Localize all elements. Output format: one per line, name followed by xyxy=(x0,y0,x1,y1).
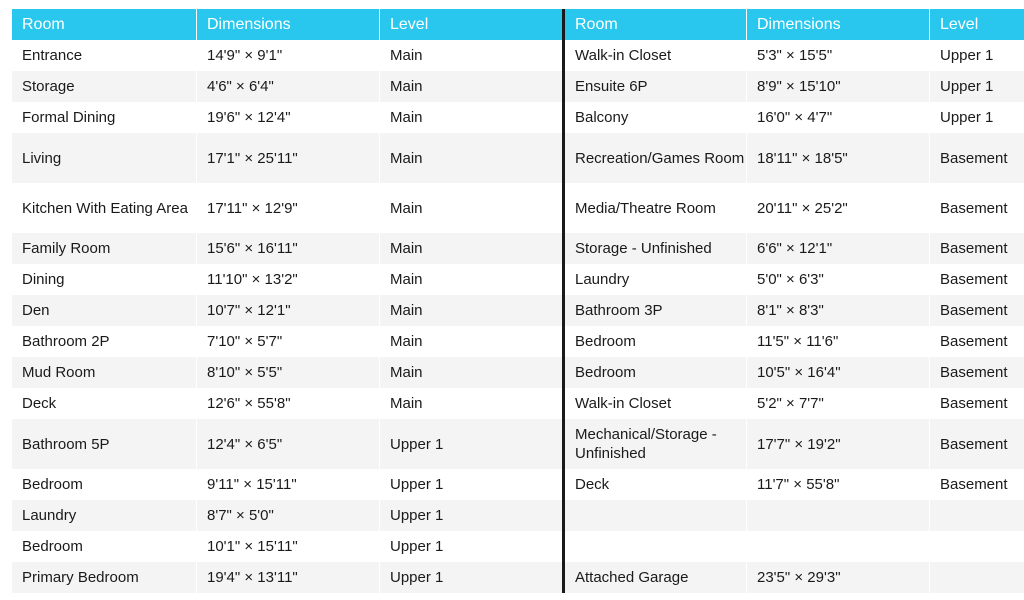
cell-dimensions-right: 23'5" × 29'3" xyxy=(746,562,929,593)
cell-level: Upper 1 xyxy=(379,500,562,531)
cell-dimensions: 11'10" × 13'2" xyxy=(196,264,379,295)
cell-level: Upper 1 xyxy=(379,562,562,593)
cell-dimensions: 19'6" × 12'4" xyxy=(196,102,379,133)
cell-level: Main xyxy=(379,264,562,295)
cell-level: Upper 1 xyxy=(379,531,562,562)
cell-room: Primary Bedroom xyxy=(12,562,196,593)
cell-level-right xyxy=(929,500,1024,531)
cell-level-right: Basement xyxy=(929,388,1024,419)
cell-level-right: Basement xyxy=(929,264,1024,295)
cell-dimensions: 15'6" × 16'11" xyxy=(196,233,379,264)
cell-level-right: Basement xyxy=(929,419,1024,469)
cell-level: Main xyxy=(379,357,562,388)
cell-level-right: Basement xyxy=(929,183,1024,233)
cell-room: Deck xyxy=(12,388,196,419)
cell-level: Main xyxy=(379,183,562,233)
cell-level-right xyxy=(929,562,1024,593)
cell-level: Main xyxy=(379,233,562,264)
cell-room: Entrance xyxy=(12,40,196,71)
table-row xyxy=(12,562,1024,593)
cell-dimensions-right: 11'7" × 55'8" xyxy=(746,469,929,500)
cell-dimensions-right: 20'11" × 25'2" xyxy=(746,183,929,233)
table-row xyxy=(12,326,1024,357)
cell-level: Main xyxy=(379,102,562,133)
cell-dimensions-right: 5'3" × 15'5" xyxy=(746,40,929,71)
cell-dimensions-right: 17'7" × 19'2" xyxy=(746,419,929,469)
cell-dimensions: 10'1" × 15'11" xyxy=(196,531,379,562)
cell-room: Bathroom 2P xyxy=(12,326,196,357)
cell-room: Bedroom xyxy=(12,531,196,562)
cell-level: Main xyxy=(379,388,562,419)
table-row xyxy=(12,531,1024,562)
cell-level: Upper 1 xyxy=(379,469,562,500)
cell-dimensions-right: 16'0" × 4'7" xyxy=(746,102,929,133)
table-row xyxy=(12,40,1024,71)
cell-dimensions: 10'7" × 12'1" xyxy=(196,295,379,326)
cell-room-right: Bedroom xyxy=(562,326,746,357)
cell-dimensions-right xyxy=(746,531,929,562)
cell-room-right: Balcony xyxy=(562,102,746,133)
cell-room-right: Bathroom 3P xyxy=(562,295,746,326)
cell-level: Main xyxy=(379,133,562,183)
cell-level-right: Basement xyxy=(929,469,1024,500)
cell-room-right: Mechanical/Storage - Unfinished xyxy=(562,419,746,469)
cell-level: Main xyxy=(379,326,562,357)
cell-level-right: Basement xyxy=(929,133,1024,183)
header-dimensions-right: Dimensions xyxy=(746,9,929,40)
table-header-row xyxy=(12,9,1024,40)
cell-room-right: Walk-in Closet xyxy=(562,40,746,71)
cell-room: Formal Dining xyxy=(12,102,196,133)
cell-dimensions: 4'6" × 6'4" xyxy=(196,71,379,102)
table-row xyxy=(12,233,1024,264)
cell-dimensions-right: 11'5" × 11'6" xyxy=(746,326,929,357)
cell-room: Laundry xyxy=(12,500,196,531)
table-row xyxy=(12,71,1024,102)
header-dimensions: Dimensions xyxy=(196,9,379,40)
cell-level-right: Basement xyxy=(929,326,1024,357)
cell-room-right: Attached Garage xyxy=(562,562,746,593)
table-row xyxy=(12,469,1024,500)
cell-room-right: Deck xyxy=(562,469,746,500)
cell-level-right xyxy=(929,531,1024,562)
cell-room-right: Storage - Unfinished xyxy=(562,233,746,264)
cell-room: Mud Room xyxy=(12,357,196,388)
cell-room-right: Media/Theatre Room xyxy=(562,183,746,233)
table-row xyxy=(12,133,1024,183)
room-dimensions-table xyxy=(12,9,1024,593)
cell-room: Den xyxy=(12,295,196,326)
cell-level-right: Upper 1 xyxy=(929,71,1024,102)
table-row xyxy=(12,357,1024,388)
cell-room-right: Recreation/Games Room xyxy=(562,133,746,183)
cell-dimensions: 17'11" × 12'9" xyxy=(196,183,379,233)
cell-dimensions: 9'11" × 15'11" xyxy=(196,469,379,500)
cell-level: Upper 1 xyxy=(379,419,562,469)
cell-level-right: Upper 1 xyxy=(929,102,1024,133)
cell-room-right: Ensuite 6P xyxy=(562,71,746,102)
cell-dimensions-right: 6'6" × 12'1" xyxy=(746,233,929,264)
table-row xyxy=(12,500,1024,531)
cell-level: Main xyxy=(379,40,562,71)
cell-dimensions: 8'10" × 5'5" xyxy=(196,357,379,388)
cell-dimensions-right xyxy=(746,500,929,531)
cell-dimensions: 14'9" × 9'1" xyxy=(196,40,379,71)
cell-room-right: Bedroom xyxy=(562,357,746,388)
header-level: Level xyxy=(379,9,562,40)
room-dimensions-table-container xyxy=(12,9,1024,593)
cell-dimensions: 19'4" × 13'11" xyxy=(196,562,379,593)
cell-room: Family Room xyxy=(12,233,196,264)
cell-dimensions-right: 10'5" × 16'4" xyxy=(746,357,929,388)
cell-dimensions-right: 8'9" × 15'10" xyxy=(746,71,929,102)
cell-room: Kitchen With Eating Area xyxy=(12,183,196,233)
cell-level: Main xyxy=(379,71,562,102)
cell-dimensions-right: 5'2" × 7'7" xyxy=(746,388,929,419)
cell-room-right xyxy=(562,531,746,562)
cell-level-right: Basement xyxy=(929,357,1024,388)
cell-dimensions-right: 5'0" × 6'3" xyxy=(746,264,929,295)
cell-dimensions: 12'6" × 55'8" xyxy=(196,388,379,419)
cell-room: Bathroom 5P xyxy=(12,419,196,469)
table-row xyxy=(12,419,1024,469)
cell-dimensions-right: 8'1" × 8'3" xyxy=(746,295,929,326)
cell-room-right: Walk-in Closet xyxy=(562,388,746,419)
cell-level-right: Basement xyxy=(929,233,1024,264)
cell-level-right: Basement xyxy=(929,295,1024,326)
cell-room: Dining xyxy=(12,264,196,295)
cell-dimensions: 7'10" × 5'7" xyxy=(196,326,379,357)
cell-room-right: Laundry xyxy=(562,264,746,295)
header-room: Room xyxy=(12,9,196,40)
cell-dimensions: 8'7" × 5'0" xyxy=(196,500,379,531)
table-row xyxy=(12,388,1024,419)
cell-dimensions: 17'1" × 25'11" xyxy=(196,133,379,183)
table-row xyxy=(12,264,1024,295)
cell-dimensions: 12'4" × 6'5" xyxy=(196,419,379,469)
cell-level-right: Upper 1 xyxy=(929,40,1024,71)
cell-dimensions-right: 18'11" × 18'5" xyxy=(746,133,929,183)
cell-room: Storage xyxy=(12,71,196,102)
cell-room: Living xyxy=(12,133,196,183)
cell-room-right xyxy=(562,500,746,531)
table-row xyxy=(12,183,1024,233)
table-row xyxy=(12,295,1024,326)
cell-level: Main xyxy=(379,295,562,326)
header-level-right: Level xyxy=(929,9,1024,40)
cell-room: Bedroom xyxy=(12,469,196,500)
table-row xyxy=(12,102,1024,133)
header-room-right: Room xyxy=(562,9,746,40)
